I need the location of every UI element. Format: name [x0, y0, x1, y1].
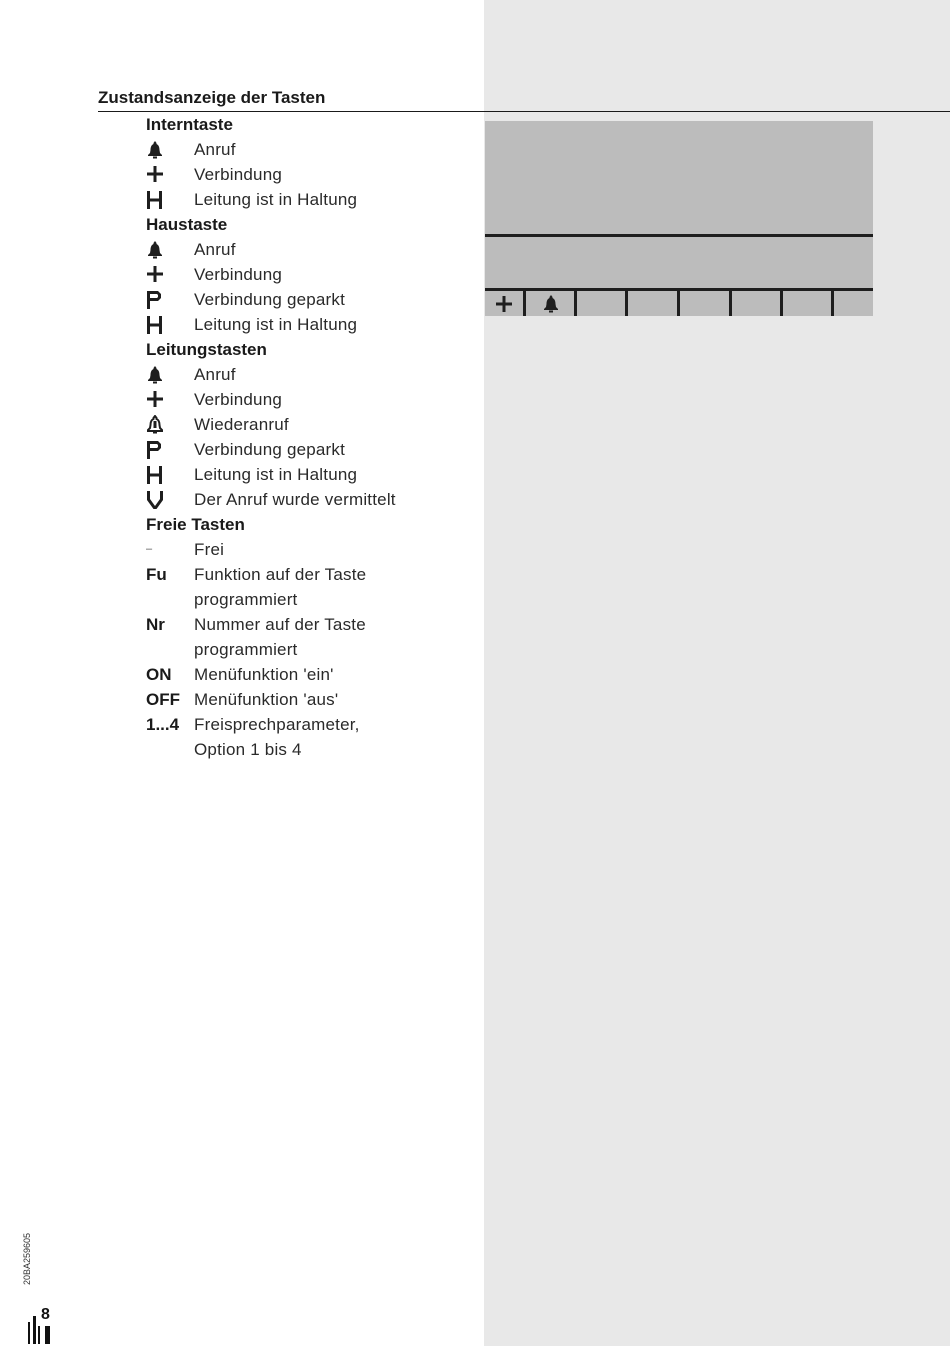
p-icon: [146, 437, 194, 462]
h-icon: [146, 312, 194, 337]
legend-item: [146, 237, 476, 262]
legend-item: [146, 437, 476, 462]
legend-label-line1: Nummer auf der Taste: [194, 615, 366, 634]
legend-label: Anruf: [194, 240, 236, 259]
legend-item: [146, 562, 476, 612]
legend-label: Verbindung geparkt: [194, 290, 346, 309]
legend-item: [146, 262, 476, 287]
legend-label: [194, 612, 366, 662]
h-icon: [146, 187, 194, 212]
nr-symbol: Nr: [146, 615, 165, 634]
fu-symbol: Fu: [146, 565, 167, 584]
bell-icon: [542, 294, 560, 314]
dash-symbol: –: [146, 543, 153, 555]
page-number: [28, 1308, 54, 1344]
display-key-8: [834, 291, 873, 316]
bell-icon: [146, 362, 194, 387]
legend-label: Frei: [194, 540, 225, 559]
legend-label: Verbindung geparkt: [194, 440, 346, 459]
legend-item: [146, 612, 476, 662]
display-key-5: [680, 291, 728, 316]
legend-label: Leitung ist in Haltung: [194, 465, 358, 484]
legend-label-line2: Option 1 bis 4: [194, 740, 302, 759]
bell-icon: [146, 237, 194, 262]
bell-outline-icon: [146, 412, 194, 437]
legend-label: Menüfunktion 'ein': [194, 665, 334, 684]
legend-label: Verbindung: [194, 165, 283, 184]
v-icon: [146, 487, 194, 512]
document-code: 20BA259605: [22, 1232, 32, 1285]
legend-item: [146, 137, 476, 162]
legend-item: [146, 387, 476, 412]
legend-item: [146, 537, 476, 562]
plus-icon: [495, 295, 513, 313]
legend-item: [146, 187, 476, 212]
legend-label-line2: programmiert: [194, 590, 298, 609]
legend-item: [146, 487, 476, 512]
plus-icon: [146, 162, 194, 187]
group-heading-leitungstasten: Leitungstasten: [146, 340, 267, 359]
legend-item: [146, 287, 476, 312]
display-key-2: [526, 291, 574, 316]
legend-label: Verbindung: [194, 390, 283, 409]
plus-icon: [146, 262, 194, 287]
page-bars-icon: [28, 1316, 42, 1344]
p-icon: [146, 287, 194, 312]
legend-label: Menüfunktion 'aus': [194, 690, 339, 709]
display-key-row: [485, 291, 873, 316]
legend-item: [146, 412, 476, 437]
page-number-digit: 8: [41, 1306, 50, 1323]
h-icon: [146, 462, 194, 487]
legend-item: [146, 662, 476, 687]
legend-item: [146, 362, 476, 387]
legend-item: [146, 462, 476, 487]
legend-item: [146, 162, 476, 187]
section-title: Zustandsanzeige der Tasten: [98, 88, 326, 107]
display-key-7: [783, 291, 831, 316]
range-symbol: 1...4: [146, 715, 180, 734]
legend-label: [194, 562, 366, 612]
legend-label: Der Anruf wurde vermittelt: [194, 490, 396, 509]
legend-label: Anruf: [194, 365, 236, 384]
legend-label: Wiederanruf: [194, 415, 289, 434]
group-heading-freie-tasten: Freie Tasten: [146, 515, 245, 534]
group-heading-interntaste: Interntaste: [146, 115, 233, 134]
page-bar-icon: [42, 1326, 52, 1344]
group-heading-haustaste: Haustaste: [146, 215, 228, 234]
legend-item: [146, 312, 476, 337]
legend-content: [146, 112, 476, 762]
plus-icon: [146, 387, 194, 412]
display-key-6: [732, 291, 780, 316]
legend-label: Verbindung: [194, 265, 283, 284]
display-key-3: [577, 291, 625, 316]
legend-item: [146, 687, 476, 712]
display-key-4: [628, 291, 676, 316]
off-symbol: OFF: [146, 690, 180, 709]
legend-label: Leitung ist in Haltung: [194, 190, 358, 209]
legend-label-line2: programmiert: [194, 640, 298, 659]
legend-label: Anruf: [194, 140, 236, 159]
legend-item: [146, 712, 476, 762]
display-key-1: [485, 291, 523, 316]
on-symbol: ON: [146, 665, 172, 684]
legend-label: [194, 712, 360, 762]
bell-icon: [146, 137, 194, 162]
phone-display: [485, 121, 873, 316]
display-divider: [485, 234, 873, 237]
legend-label-line1: Freisprechparameter,: [194, 715, 360, 734]
legend-label: Leitung ist in Haltung: [194, 315, 358, 334]
legend-label-line1: Funktion auf der Taste: [194, 565, 367, 584]
